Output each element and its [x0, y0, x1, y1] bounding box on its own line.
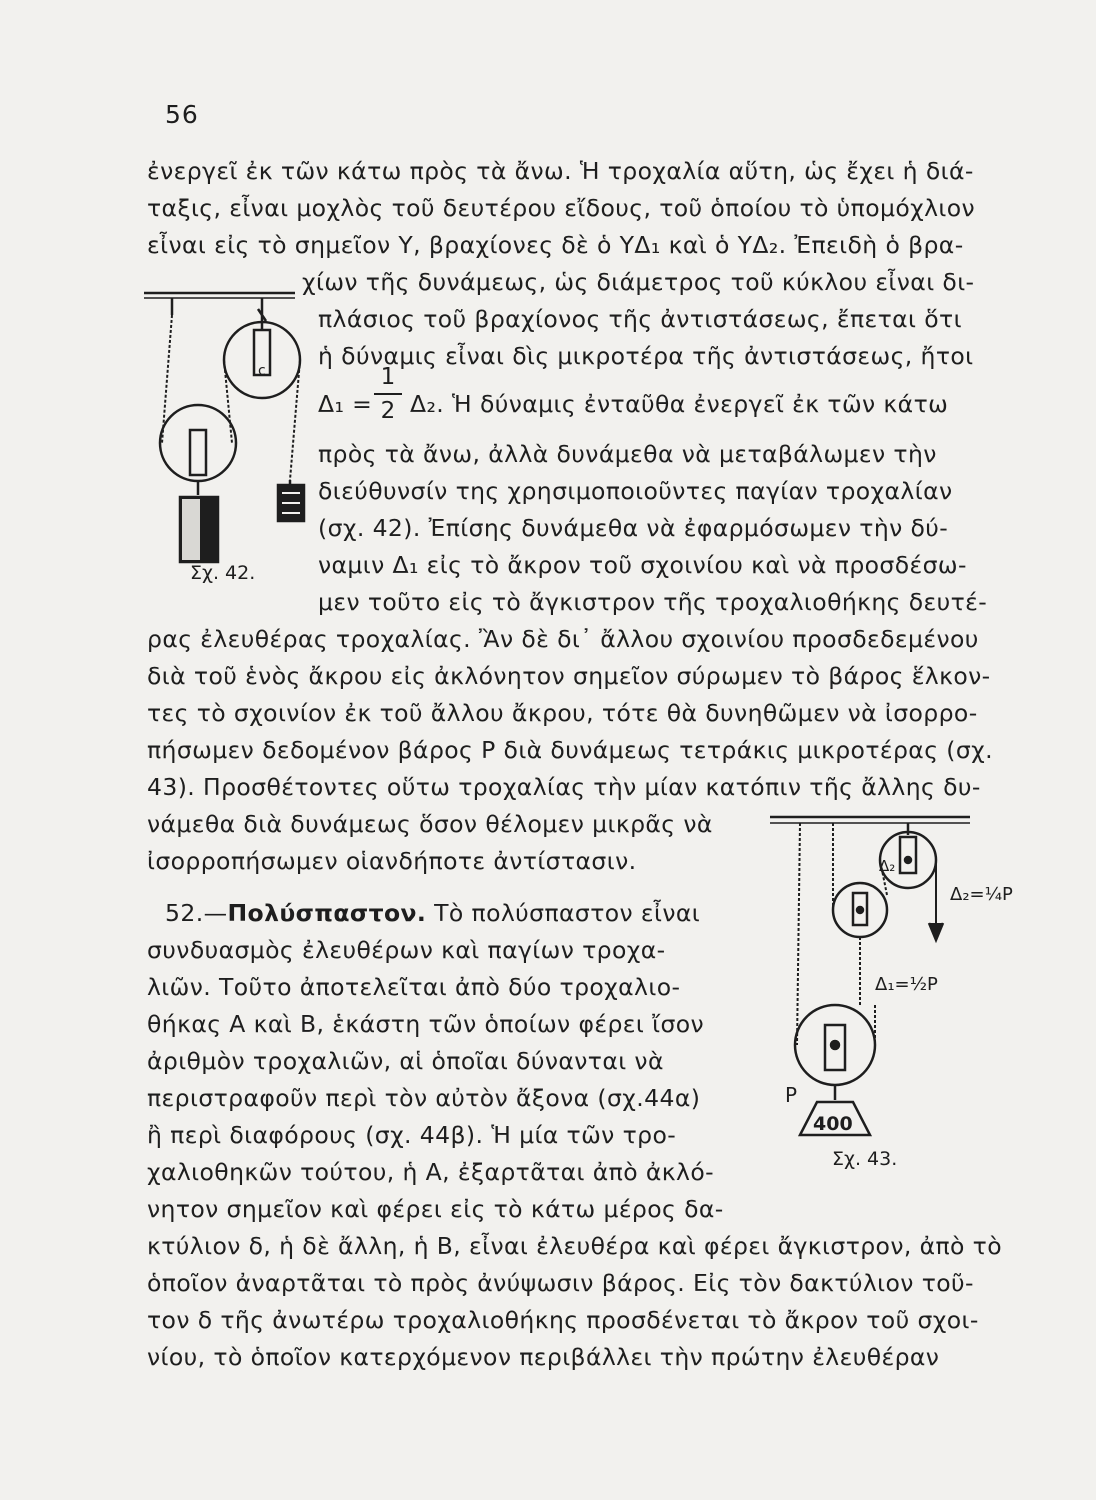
text-line: χαλιοθηκῶν τούτου, ἡ Α, ἐξαρτᾶται ἀπὸ ἀκλό-	[147, 1158, 714, 1186]
section-title: Πολύσπαστον.	[227, 899, 427, 927]
text-line: νίου, τὸ ὁποῖον κατερχόμενον περιβάλλει τὴν πρώτην ἐλευθέραν	[147, 1343, 940, 1371]
label-d2: Δ₂	[879, 857, 896, 875]
text-line: ἢ περὶ διαφόρους (σχ. 44β). Ἡ μία τῶν τρο-	[147, 1121, 677, 1149]
text-line: 43). Προσθέτοντες οὕτω τροχαλίας τὴν μίαν κατόπιν τῆς ἄλλης δυ-	[147, 773, 981, 801]
section-heading-line	[165, 895, 700, 931]
text-line: εἶναι εἰς τὸ σημεῖον Υ, βραχίονες δὲ ὁ ΥΔ₁ καὶ ὁ ΥΔ₂. Ἐπειδὴ ὁ βρα-	[147, 231, 964, 259]
text-line: ταξις, εἶναι μοχλὸς τοῦ δευτέρου εἴδους, τοῦ ὁποίου τὸ ὑπομόχλιον	[147, 194, 976, 222]
text-line: πρὸς τὰ ἄνω, ἀλλὰ δυνάμεθα νὰ μεταβάλωμεν τὴν	[318, 440, 937, 468]
section-first-line: Τὸ πολύσπαστον εἶναι	[426, 899, 701, 927]
text-line: τες τὸ σχοινίον ἐκ τοῦ ἄλλου ἄκρου, τότε θὰ δυνηθῶμεν νὰ ἰσορρο-	[147, 699, 978, 727]
text-line: ἐνεργεῖ ἐκ τῶν κάτω πρὸς τὰ ἄνω. Ἡ τροχαλία αὕτη, ὡς ἔχει ἡ διά-	[147, 157, 974, 185]
text-line: χίων τῆς δυνάμεως, ὡς διάμετρος τοῦ κύκλου εἶναι δι-	[302, 268, 975, 296]
figure-43-pulley-diagram	[765, 805, 1055, 1160]
label-d1-equation: Δ₁=½P	[875, 974, 938, 995]
text-line: θήκας Α καὶ Β, ἑκάστη τῶν ὁποίων φέρει ἴσον	[147, 1010, 705, 1038]
text-line: νητον σημεῖον καὶ φέρει εἰς τὸ κάτω μέρος δα-	[147, 1195, 724, 1223]
text-line: τον δ τῆς ἀνωτέρω τροχαλιοθήκης προσδένεται τὸ ἄκρον τοῦ σχοι-	[147, 1306, 979, 1334]
text-line: περιστραφοῦν περὶ τὸν αὐτὸν ἄξονα (σχ.44α)	[147, 1084, 701, 1112]
text-line: ἡ δύναμις εἶναι δὶς μικροτέρα τῆς ἀντιστάσεως, ἤτοι	[318, 342, 974, 370]
text-line: μεν τοῦτο εἰς τὸ ἄγκιστρον τῆς τροχαλιοθήκης δευτέ-	[318, 588, 988, 616]
label-p: P	[785, 1083, 798, 1107]
weight-label: 400	[813, 1113, 853, 1135]
figure-42-caption: Σχ. 42.	[190, 562, 256, 584]
rope	[797, 823, 800, 1045]
formula-denominator: 2	[380, 398, 396, 424]
text-line: λιῶν. Τοῦτο ἀποτελεῖται ἀπὸ δύο τροχαλιο-	[147, 973, 681, 1001]
force-arrow	[929, 923, 943, 940]
pulley-label: c	[258, 363, 266, 379]
label-d2-equation: Δ₂=¼P	[950, 884, 1013, 905]
text-line: ἰσορροπήσωμεν οἱανδήποτε ἀντίστασιν.	[147, 847, 637, 875]
text-line: συνδυασμὸς ἐλευθέρων καὶ παγίων τροχα-	[147, 936, 666, 964]
section-number: 52.—	[165, 899, 228, 927]
text-line: ὁποῖον ἀναρτᾶται τὸ πρὸς ἀνύψωσιν βάρος. Εἰς τὸν δακτύλιον τοῦ-	[147, 1269, 974, 1297]
text-line: ἀριθμὸν τροχαλιῶν, αἱ ὁποῖαι δύνανται νὰ	[147, 1047, 664, 1075]
text-line: διὰ τοῦ ἑνὸς ἄκρου εἰς ἀκλόνητον σημεῖον σύρωμεν τὸ βάρος ἕλκον-	[147, 662, 991, 690]
text-line: (σχ. 42). Ἐπίσης δυνάμεθα νὰ ἐφαρμόσωμεν τὴν δύ-	[318, 514, 949, 542]
text-line: διεύθυνσίν της χρησιμοποιοῦντες παγίαν τροχαλίαν	[318, 477, 953, 505]
text-line: νάμεθα διὰ δυνάμεως ὅσον θέλομεν μικρᾶς νὰ	[147, 810, 713, 838]
formula-numerator: 1	[380, 364, 396, 390]
formula-lhs: Δ₁ =	[318, 390, 373, 418]
text-line: ρας ἐλευθέρας τροχαλίας. Ἂν δὲ δι᾽ ἄλλου σχοινίου προσδεδεμένου	[147, 625, 979, 653]
page-number: 56	[165, 100, 199, 129]
text-line: κτύλιον δ, ἡ δὲ ἄλλη, ἡ Β, εἶναι ἐλευθέρα καὶ φέρει ἄγκιστρον, ἀπὸ τὸ	[147, 1232, 1003, 1260]
fraction-bar	[374, 393, 402, 395]
figure-42-pulley-diagram	[140, 285, 310, 585]
rope	[162, 315, 172, 443]
text-line: πήσωμεν δεδομένον βάρος Ρ διὰ δυνάμεως τετράκις μικροτέρας (σχ.	[147, 736, 993, 764]
formula-rhs: Δ₂. Ἡ δύναμις ἐνταῦθα ἐνεργεῖ ἐκ τῶν κάτω	[410, 390, 949, 418]
text-line: πλάσιος τοῦ βραχίονος τῆς ἀντιστάσεως, ἔπεται ὅτι	[318, 305, 962, 333]
figure-43-caption: Σχ. 43.	[832, 1148, 898, 1170]
text-line: ναμιν Δ₁ εἰς τὸ ἄκρον τοῦ σχοινίου καὶ νὰ προσδέσω-	[318, 551, 967, 579]
